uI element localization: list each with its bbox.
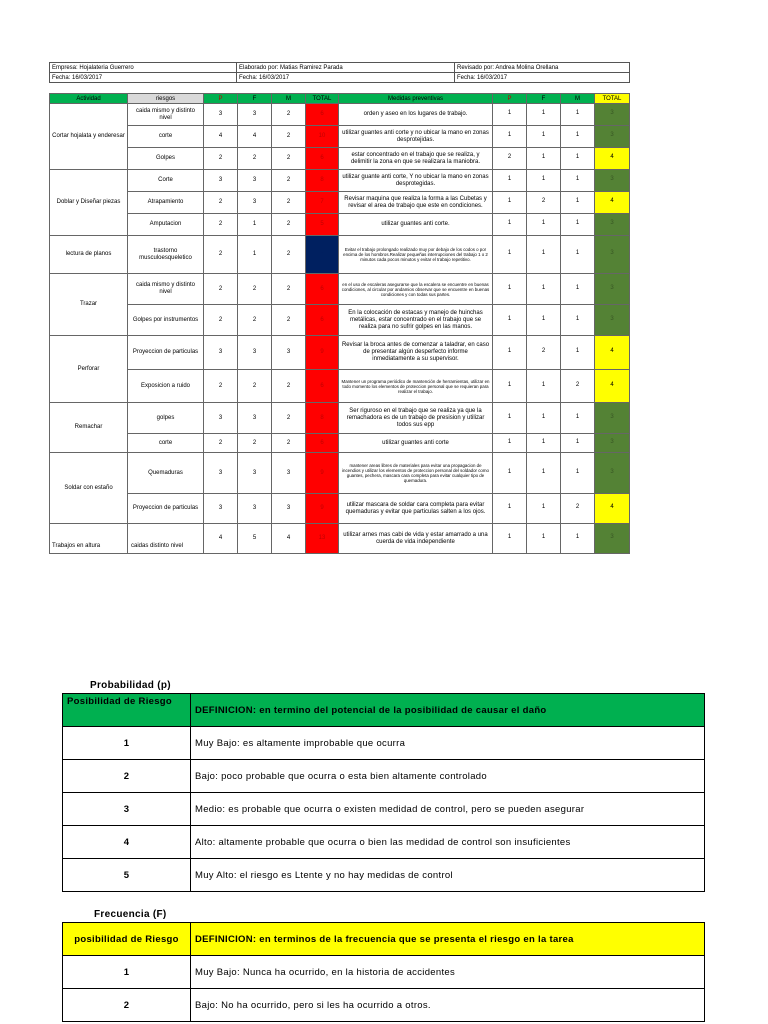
total2-value: 3 xyxy=(595,453,630,494)
p2-value: 1 xyxy=(493,274,527,305)
risk-cell: caidas distinto nivel xyxy=(128,524,204,554)
f2-value: 1 xyxy=(527,370,561,403)
total-value: 8 xyxy=(306,403,339,434)
probabilidad-row xyxy=(63,727,705,760)
m-value: 3 xyxy=(272,494,306,524)
m2-value: 1 xyxy=(561,305,595,336)
m-value: 2 xyxy=(272,403,306,434)
measure-cell: utilizar guantes anti corte. xyxy=(339,214,493,236)
probabilidad-level: 4 xyxy=(63,826,191,859)
document-header xyxy=(49,62,630,83)
probabilidad-definition: Alto: altamente probable que ocurra o bien las medidad de control son insuficientes xyxy=(191,826,705,859)
total2-value: 4 xyxy=(595,370,630,403)
p2-value: 1 xyxy=(493,336,527,370)
probabilidad-head-left: Posibilidad de Riesgo xyxy=(63,694,191,727)
risk-cell: Atrapamiento xyxy=(128,192,204,214)
empresa-cell: Empresa: Hojalateria Guerrero xyxy=(50,63,237,73)
measure-cell: Mantener un programa periódico de mantención de herramientas, utilizar en todo momento los elementos de proteccion personal que se requieran para realizar el trabajo. xyxy=(339,370,493,403)
f2-value: 1 xyxy=(527,403,561,434)
risk-cell: Exposicion a ruido xyxy=(128,370,204,403)
m-value: 2 xyxy=(272,214,306,236)
p2-value: 1 xyxy=(493,192,527,214)
probabilidad-definition: Medio: es probable que ocurra o existen medidad de control, pero se pueden asegurar xyxy=(191,793,705,826)
total-value: 6 xyxy=(306,104,339,126)
p2-value: 1 xyxy=(493,370,527,403)
total-value: 6 xyxy=(306,148,339,170)
m2-value: 1 xyxy=(561,336,595,370)
total-value: 13 xyxy=(306,524,339,554)
total-value: 10 xyxy=(306,126,339,148)
frecuencia-definition: Muy Bajo: Nunca ha ocurrido, en la historia de accidentes xyxy=(191,956,705,989)
p-value: 3 xyxy=(204,453,238,494)
col-total: TOTAL xyxy=(306,94,339,104)
risk-cell: Corte xyxy=(128,170,204,192)
matrix-row xyxy=(50,434,630,453)
col-total2: TOTAL xyxy=(595,94,630,104)
f2-value: 2 xyxy=(527,192,561,214)
p-value: 3 xyxy=(204,336,238,370)
m2-value: 1 xyxy=(561,236,595,274)
p-value: 2 xyxy=(204,434,238,453)
p-value: 3 xyxy=(204,494,238,524)
measure-cell: en el uso de escaleras asegurarse que la escalera se encuentre en buenas condiciones, al circular por andamios observar que se encuentre en buenas condiciones y con todas sus partes. xyxy=(339,274,493,305)
frecuencia-definition: Bajo: No ha ocurrido, pero si les ha ocurrido a otros. xyxy=(191,989,705,1022)
total2-value: 3 xyxy=(595,524,630,554)
f-value: 3 xyxy=(238,453,272,494)
p2-value: 1 xyxy=(493,104,527,126)
measure-cell: utilizar guantes anti corte xyxy=(339,434,493,453)
activity-cell: Perforar xyxy=(50,336,128,403)
total-value: 9 xyxy=(306,336,339,370)
p2-value: 1 xyxy=(493,434,527,453)
fecha-cell: Fecha: 16/03/2017 xyxy=(455,73,630,83)
probabilidad-row xyxy=(63,760,705,793)
probabilidad-head-right: DEFINICION: en termino del potencial de la posibilidad de causar el daño xyxy=(191,694,705,727)
total-value: 9 xyxy=(306,494,339,524)
frecuencia-header-row xyxy=(63,923,705,956)
probabilidad-row xyxy=(63,859,705,892)
measure-cell: utilizar arnes mas cabi de vida y estar amarrado a una cuerda de vida independiente xyxy=(339,524,493,554)
frecuencia-level: 1 xyxy=(63,956,191,989)
matrix-header-row xyxy=(50,94,630,104)
p-value: 3 xyxy=(204,104,238,126)
f2-value: 1 xyxy=(527,148,561,170)
f2-value: 1 xyxy=(527,236,561,274)
f2-value: 1 xyxy=(527,214,561,236)
risk-cell: Golpes xyxy=(128,148,204,170)
m-value: 2 xyxy=(272,370,306,403)
probabilidad-table xyxy=(62,693,705,892)
probabilidad-level: 3 xyxy=(63,793,191,826)
probabilidad-row xyxy=(63,826,705,859)
total-value: 9 xyxy=(306,453,339,494)
total2-value: 4 xyxy=(595,494,630,524)
m2-value: 1 xyxy=(561,214,595,236)
p2-value: 1 xyxy=(493,236,527,274)
fecha-cell: Fecha: 16/03/2017 xyxy=(50,73,237,83)
f2-value: 1 xyxy=(527,453,561,494)
f-value: 3 xyxy=(238,403,272,434)
total2-value: 3 xyxy=(595,434,630,453)
frecuencia-table xyxy=(62,922,705,1022)
col-f2: F xyxy=(527,94,561,104)
risk-cell: Proyeccion de particulas xyxy=(128,494,204,524)
f2-value: 1 xyxy=(527,104,561,126)
total-value: 6 xyxy=(306,370,339,403)
f2-value: 1 xyxy=(527,170,561,192)
measure-cell: estar concentrado en el trabajo que se realiza, y delimitir la zona en que se realizara la maniobra. xyxy=(339,148,493,170)
total-value: 7 xyxy=(306,192,339,214)
p2-value: 1 xyxy=(493,214,527,236)
p2-value: 1 xyxy=(493,170,527,192)
f-value: 4 xyxy=(238,126,272,148)
frecuencia-title: Frecuencia (F) xyxy=(94,909,167,920)
total-value: 5 xyxy=(306,214,339,236)
risk-cell: Proyeccion de particulas xyxy=(128,336,204,370)
f-value: 5 xyxy=(238,524,272,554)
probabilidad-level: 1 xyxy=(63,727,191,760)
matrix-row xyxy=(50,192,630,214)
matrix-row xyxy=(50,370,630,403)
m-value: 2 xyxy=(272,126,306,148)
measure-cell: orden y aseo en los lugares de trabajo. xyxy=(339,104,493,126)
p-value: 2 xyxy=(204,236,238,274)
m-value: 2 xyxy=(272,104,306,126)
measure-cell: Revisar la broca antes de comenzar a taladrar, en caso de presentar algún desperfecto informe inmediatamente a su supervisor. xyxy=(339,336,493,370)
p2-value: 1 xyxy=(493,126,527,148)
p-value: 4 xyxy=(204,524,238,554)
matrix-row xyxy=(50,170,630,192)
f-value: 3 xyxy=(238,170,272,192)
m2-value: 1 xyxy=(561,192,595,214)
f2-value: 1 xyxy=(527,434,561,453)
frecuencia-head-left: posibilidad de Riesgo xyxy=(63,923,191,956)
risk-matrix-table xyxy=(49,93,630,554)
col-m: M xyxy=(272,94,306,104)
f-value: 2 xyxy=(238,148,272,170)
p-value: 3 xyxy=(204,170,238,192)
m2-value: 1 xyxy=(561,453,595,494)
frecuencia-head-right: DEFINICION: en terminos de la frecuencia que se presenta el riesgo en la tarea xyxy=(191,923,705,956)
p-value: 2 xyxy=(204,148,238,170)
elaborado-cell: Elaborado por: Matias Ramirez Parada xyxy=(237,63,455,73)
total2-value: 3 xyxy=(595,214,630,236)
total2-value: 3 xyxy=(595,403,630,434)
matrix-row xyxy=(50,148,630,170)
matrix-row xyxy=(50,494,630,524)
m-value: 2 xyxy=(272,170,306,192)
f-value: 2 xyxy=(238,274,272,305)
col-riesgos: riesgos xyxy=(128,94,204,104)
col-medidas: Medidas preventivas xyxy=(339,94,493,104)
probabilidad-level: 5 xyxy=(63,859,191,892)
f2-value: 1 xyxy=(527,274,561,305)
risk-cell: trastorno musculoesqueletico xyxy=(128,236,204,274)
measure-cell: utilizar mascara de soldar cara completa para evitar quemaduras y evitar que particulas salten a los ojos. xyxy=(339,494,493,524)
measure-cell: utilizar guantes anti corte y no ubicar la mano en zonas desprotejidas. xyxy=(339,126,493,148)
f-value: 3 xyxy=(238,192,272,214)
measure-cell: mantener areas libres de materiales para evitar una propagacion de incendios y utilizar los elementos de proteccion personal del soldador como guantes, pechera, mascara cara completa para evitar cualquier tipo de quemadura. xyxy=(339,453,493,494)
risk-cell: Quemaduras xyxy=(128,453,204,494)
matrix-row xyxy=(50,453,630,494)
risk-cell: Amputacion xyxy=(128,214,204,236)
m-value: 2 xyxy=(272,305,306,336)
p2-value: 2 xyxy=(493,148,527,170)
m2-value: 1 xyxy=(561,434,595,453)
m2-value: 1 xyxy=(561,524,595,554)
f-value: 2 xyxy=(238,305,272,336)
p2-value: 1 xyxy=(493,453,527,494)
matrix-row xyxy=(50,126,630,148)
measure-cell: Evitar el trabajo prolongado realizado muy por debajo de los codos o por encima de los hombros.Realizar pequeñas interrupciones del trabajo 1 o 2 minutos cada pocos minutos y evitar el trabajo repetitivo. xyxy=(339,236,493,274)
measure-cell: En la colocación de estacas y manejo de huinchas metálicas, estar concentrado en el trabajo que se realiza para no sufrir golpes en las manos. xyxy=(339,305,493,336)
probabilidad-definition: Muy Alto: el riesgo es Ltente y no hay medidas de control xyxy=(191,859,705,892)
total-value: 5 xyxy=(306,236,339,274)
p2-value: 1 xyxy=(493,524,527,554)
f-value: 3 xyxy=(238,494,272,524)
total2-value: 3 xyxy=(595,305,630,336)
probabilidad-definition: Bajo: poco probable que ocurra o esta bien altamente controlado xyxy=(191,760,705,793)
matrix-row xyxy=(50,214,630,236)
fecha-cell: Fecha: 16/03/2017 xyxy=(237,73,455,83)
risk-cell: corte xyxy=(128,126,204,148)
total2-value: 4 xyxy=(595,148,630,170)
probabilidad-header-row xyxy=(63,694,705,727)
p-value: 2 xyxy=(204,214,238,236)
total2-value: 4 xyxy=(595,192,630,214)
m2-value: 1 xyxy=(561,403,595,434)
total-value: 8 xyxy=(306,170,339,192)
m-value: 2 xyxy=(272,236,306,274)
risk-cell: Golpes por instrumentos xyxy=(128,305,204,336)
total2-value: 3 xyxy=(595,104,630,126)
p-value: 4 xyxy=(204,126,238,148)
m-value: 3 xyxy=(272,336,306,370)
f-value: 2 xyxy=(238,434,272,453)
p-value: 2 xyxy=(204,274,238,305)
risk-cell: caida mismo y distinto nivel xyxy=(128,274,204,305)
total2-value: 3 xyxy=(595,274,630,305)
f2-value: 1 xyxy=(527,126,561,148)
col-p: P xyxy=(204,94,238,104)
measure-cell: Ser riguroso en el trabajo que se realiza ya que la remachadora es de un trabajo de presision y utilizar todos sus epp xyxy=(339,403,493,434)
m2-value: 2 xyxy=(561,494,595,524)
frecuencia-level: 2 xyxy=(63,989,191,1022)
col-p2: P xyxy=(493,94,527,104)
measure-cell: utilizar guante anti corte, Y no ubicar la mano en zonas desprotegidas. xyxy=(339,170,493,192)
activity-cell: lectura de planos xyxy=(50,236,128,274)
m-value: 4 xyxy=(272,524,306,554)
m2-value: 1 xyxy=(561,148,595,170)
f-value: 2 xyxy=(238,370,272,403)
risk-cell: caida mismo y distinto nivel xyxy=(128,104,204,126)
m2-value: 1 xyxy=(561,274,595,305)
m-value: 2 xyxy=(272,274,306,305)
f-value: 1 xyxy=(238,236,272,274)
f2-value: 1 xyxy=(527,524,561,554)
p-value: 2 xyxy=(204,305,238,336)
matrix-row xyxy=(50,403,630,434)
activity-cell: Remachar xyxy=(50,403,128,453)
matrix-row xyxy=(50,104,630,126)
activity-cell: Cortar hojalata y enderesar xyxy=(50,104,128,170)
f-value: 3 xyxy=(238,336,272,370)
matrix-row xyxy=(50,305,630,336)
p-value: 2 xyxy=(204,192,238,214)
m-value: 2 xyxy=(272,192,306,214)
measure-cell: Revisar maquina que realiza la forma a las Cubetas y revisar el area de trabajo que este en condiciones. xyxy=(339,192,493,214)
col-actividad: Actividad xyxy=(50,94,128,104)
risk-cell: corte xyxy=(128,434,204,453)
f2-value: 2 xyxy=(527,336,561,370)
m2-value: 2 xyxy=(561,370,595,403)
total2-value: 3 xyxy=(595,236,630,274)
f-value: 1 xyxy=(238,214,272,236)
probabilidad-row xyxy=(63,793,705,826)
p2-value: 1 xyxy=(493,403,527,434)
col-f: F xyxy=(238,94,272,104)
m-value: 2 xyxy=(272,434,306,453)
col-m2: M xyxy=(561,94,595,104)
m2-value: 1 xyxy=(561,170,595,192)
total-value: 6 xyxy=(306,434,339,453)
total2-value: 4 xyxy=(595,336,630,370)
total-value: 6 xyxy=(306,274,339,305)
activity-cell: Doblar y Diseñar piezas xyxy=(50,170,128,236)
p2-value: 1 xyxy=(493,305,527,336)
risk-matrix-sheet xyxy=(49,62,629,554)
activity-cell: Trabajos en altura xyxy=(50,524,128,554)
matrix-row xyxy=(50,524,630,554)
m-value: 2 xyxy=(272,148,306,170)
activity-cell: Trazar xyxy=(50,274,128,336)
p-value: 2 xyxy=(204,370,238,403)
m-value: 3 xyxy=(272,453,306,494)
p-value: 3 xyxy=(204,403,238,434)
revisado-cell: Revisado por: Andrea Molina Orellana xyxy=(455,63,630,73)
f2-value: 1 xyxy=(527,494,561,524)
risk-cell: golpes xyxy=(128,403,204,434)
matrix-row xyxy=(50,236,630,274)
total2-value: 3 xyxy=(595,170,630,192)
total2-value: 3 xyxy=(595,126,630,148)
probabilidad-definition: Muy Bajo: es altamente improbable que ocurra xyxy=(191,727,705,760)
matrix-row xyxy=(50,336,630,370)
matrix-row xyxy=(50,274,630,305)
probabilidad-title: Probabilidad (p) xyxy=(90,680,171,691)
m2-value: 1 xyxy=(561,126,595,148)
f2-value: 1 xyxy=(527,305,561,336)
probabilidad-level: 2 xyxy=(63,760,191,793)
total-value: 6 xyxy=(306,305,339,336)
frecuencia-row xyxy=(63,956,705,989)
frecuencia-row xyxy=(63,989,705,1022)
f-value: 3 xyxy=(238,104,272,126)
p2-value: 1 xyxy=(493,494,527,524)
m2-value: 1 xyxy=(561,104,595,126)
activity-cell: Soldar con estaño xyxy=(50,453,128,524)
